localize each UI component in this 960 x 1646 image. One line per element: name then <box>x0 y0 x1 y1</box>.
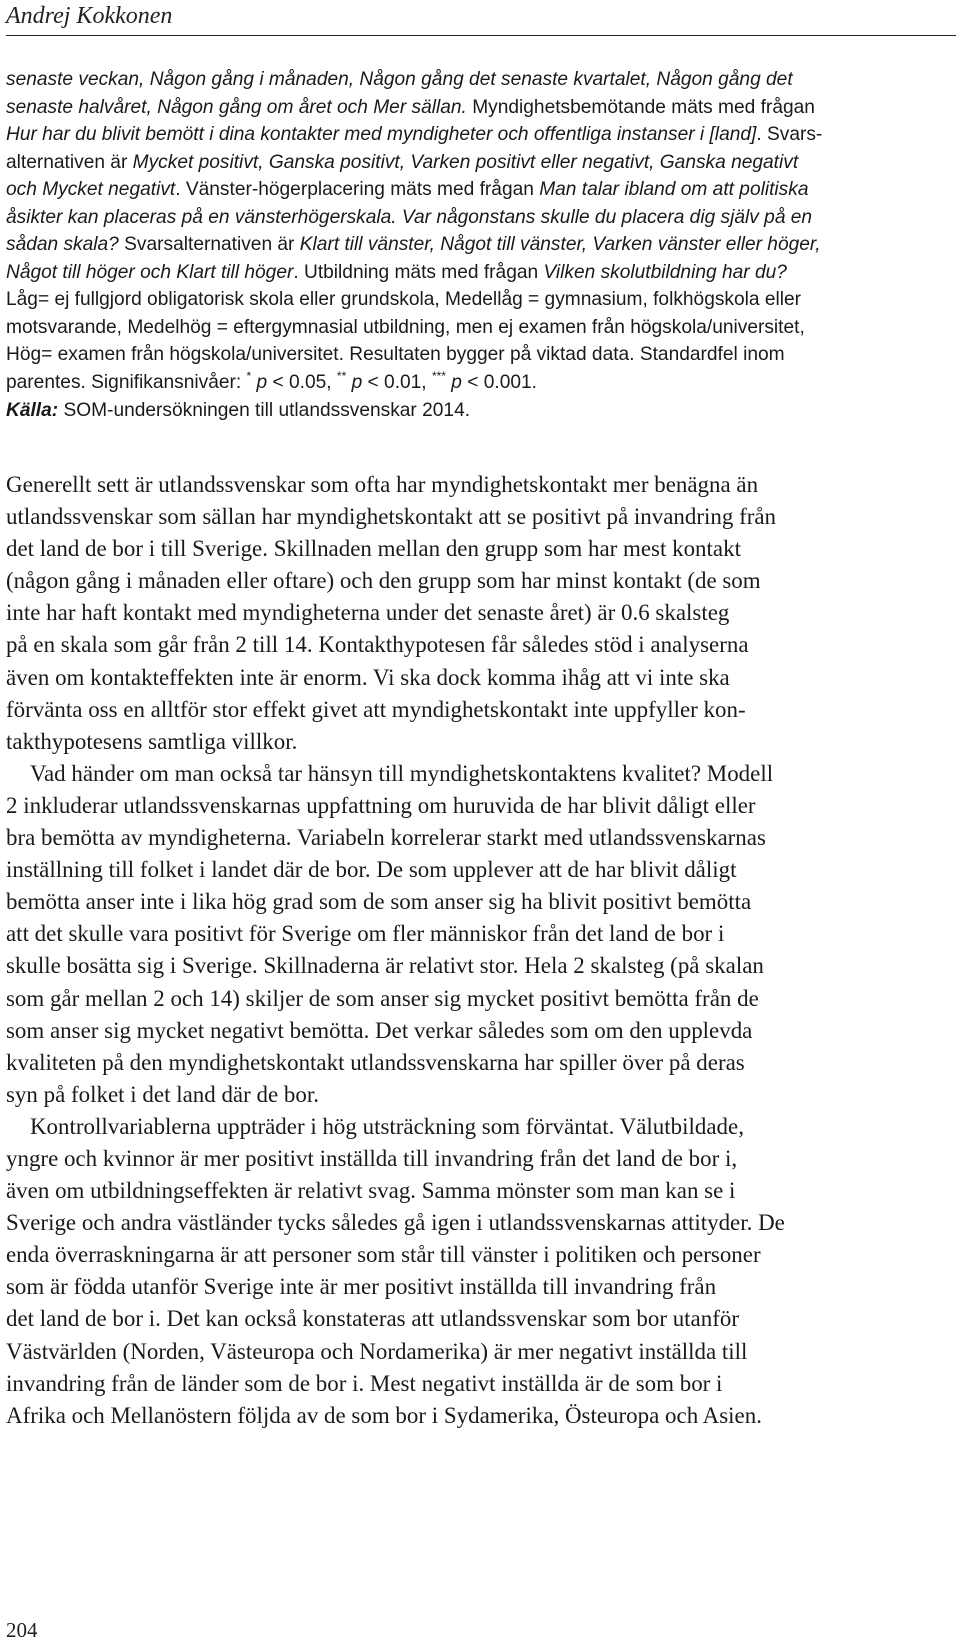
note-text: . Utbildning mäts med frågan <box>293 261 544 283</box>
note-text: < 0.01, <box>362 372 432 394</box>
note-text: Något till höger och Klart till höger <box>6 261 294 283</box>
note-text: p <box>351 372 363 394</box>
significance-marker: ** <box>336 368 347 383</box>
body-line: det land de bor i. Det kan också konstateras att utlandssvenskar som bor utanför <box>6 1306 739 1332</box>
note-text: p <box>451 372 462 394</box>
note-text: p <box>256 372 268 394</box>
body-line: skulle bosätta sig i Sverige. Skillnaderna är relativt stor. Hela 2 skalsteg (på skalan <box>6 953 764 979</box>
note-line <box>6 231 958 259</box>
body-line: det land de bor i till Sverige. Skillnaden mellan den grupp som har mest kontakt <box>6 536 741 562</box>
body-line: Sverige och andra västländer tycks således gå igen i utlandssvenskarnas attityder. De <box>6 1210 785 1236</box>
body-line: bra bemötta av myndigheterna. Variabeln korrelerar starkt med utlandssvenskarnas <box>6 825 766 851</box>
body-line: kvaliteten på den myndighetskontakt utlandssvenskarna har spiller över på deras <box>6 1049 745 1075</box>
body-line: utlandssvenskar som sällan har myndighetskontakt att se positivt på invandring från <box>6 504 777 530</box>
note-text: åsikter kan placeras på en vänsterhögerskala. Var någonstans skulle du placera dig själv på en <box>6 206 813 228</box>
body-line: bemötta anser inte i lika hög grad som de som anser sig ha blivit positivt bemötta <box>6 889 752 915</box>
note-text: parentes. Signifikansnivåer: <box>6 372 247 394</box>
table-notes <box>6 66 960 424</box>
body-line: på en skala som går från 2 till 14. Kontakthypotesen får således stöd i analyserna <box>6 632 749 658</box>
note-line <box>6 259 958 287</box>
body-line: Västvärlden (Norden, Västeuropa och Nordamerika) är mer negativt inställda till <box>6 1338 748 1364</box>
note-text: < 0.05, <box>267 372 337 394</box>
note-text: Låg= ej fullgjord obligatorisk skola eller grundskola, Medellåg = gymnasium, folkhögskola eller <box>6 289 802 311</box>
note-text: senaste veckan, Någon gång i månaden, Någon gång det senaste kvartalet, Någon gång det <box>6 69 793 90</box>
body-line: även om utbildningseffekten är relativt svag. Samma mönster som man kan se i <box>6 1178 736 1204</box>
note-text: Man talar ibland om att politiska <box>539 179 809 201</box>
body-line: även om kontakteffekten inte är enorm. Vi ska dock komma ihåg att vi inte ska <box>6 664 730 690</box>
note-line <box>6 121 958 149</box>
note-line <box>6 369 958 397</box>
note-line <box>6 204 958 232</box>
body-line: Vad händer om man också tar hänsyn till myndighetskontaktens kvalitet? Modell <box>29 760 774 786</box>
note-line <box>6 341 958 369</box>
note-text: SOM-undersökningen till utlandssvenskar 2014. <box>58 399 471 421</box>
note-line <box>6 397 958 425</box>
note-line <box>6 94 958 122</box>
header-rule <box>6 35 956 36</box>
note-text: Hur har du blivit bemött i dina kontakter med myndigheter och offentliga instanser i [land] <box>6 124 757 146</box>
body-line: enda överraskningarna är att personer som står till vänster i politiken och personer <box>6 1242 761 1268</box>
body-line: som anser sig mycket negativt bemötta. Det verkar således som om den upplevda <box>6 1017 753 1043</box>
significance-marker: *** <box>431 368 446 383</box>
note-text: Myndighetsbemötande mäts med frågan <box>466 96 815 118</box>
note-text: < 0.001. <box>461 372 537 394</box>
body-line: yngre och kvinnor är mer positivt inställda till invandring från det land de bor i, <box>6 1145 738 1171</box>
body-line: invandring från de länder som de bor i. Mest negativt inställda är de som bor i <box>6 1370 723 1396</box>
body-line: syn på folket i det land där de bor. <box>6 1081 319 1107</box>
note-text: alternativen är <box>6 151 133 173</box>
body-line: förvänta oss en alltför stor effekt givet att myndighetskontakt inte uppfyller kon- <box>6 696 746 722</box>
body-line: Kontrollvariablerna uppträder i hög utsträckning som förväntat. Välutbildade, <box>29 1113 744 1139</box>
body-line: Afrika och Mellanöstern följda av de som bor i Sydamerika, Östeuropa och Asien. <box>6 1402 762 1428</box>
body-line: Generellt sett är utlandssvenskar som ofta har myndighetskontakt mer benägna än <box>6 472 759 497</box>
body-line: (någon gång i månaden eller oftare) och den grupp som har minst kontakt (de som <box>6 568 761 594</box>
body-text <box>6 469 960 1432</box>
note-text: senaste halvåret, Någon gång om året och Mer sällan. <box>6 96 467 118</box>
note-text: Klart till vänster, Något till vänster, Varken vänster eller höger, <box>299 234 821 256</box>
body-line: som är födda utanför Sverige inte är mer positivt inställda till invandring från <box>6 1274 717 1300</box>
note-text: Svarsalternativen är <box>118 234 300 256</box>
note-text: Hög= examen från högskola/universitet. Resultaten bygger på viktad data. Standardfel inom <box>6 344 785 366</box>
body-line: att det skulle vara positivt för Sverige om fler människor från det land de bor i <box>6 921 725 947</box>
note-text: Vilken skolutbildning har du? <box>543 261 787 283</box>
body-line: takthypotesens samtliga villkor. <box>6 728 298 754</box>
note-line <box>6 66 958 94</box>
significance-marker: * <box>246 368 252 383</box>
body-line: 2 inkluderar utlandssvenskarnas uppfattning om huruvida de har blivit dåligt eller <box>6 792 756 818</box>
note-text: sådan skala? <box>6 234 119 256</box>
body-line: inställning till folket i landet där de bor. De som upplever att de har blivit dåligt <box>6 857 737 883</box>
note-text: Mycket positivt, Ganska positivt, Varken positivt eller negativt, Ganska negativt <box>132 151 799 173</box>
source-label: Källa: <box>6 399 59 421</box>
body-line: inte har haft kontakt med myndigheterna under det senaste året) är 0.6 skalsteg <box>6 600 730 626</box>
note-line <box>6 176 958 204</box>
note-text: . Svars- <box>756 124 823 146</box>
note-line <box>6 314 958 342</box>
note-text: och Mycket negativt <box>6 179 176 201</box>
note-line <box>6 286 958 314</box>
note-line <box>6 149 958 177</box>
note-text: motsvarande, Medelhög = eftergymnasial utbildning, men ej examen från högskola/universitet, <box>6 316 805 338</box>
body-line: som går mellan 2 och 14) skiljer de som anser sig mycket positivt bemötta från de <box>6 985 759 1011</box>
page-number: 204 <box>6 1618 38 1642</box>
running-head: Andrej Kokkonen <box>6 3 173 29</box>
note-text: . Vänster-högerplacering mäts med frågan <box>175 179 540 201</box>
